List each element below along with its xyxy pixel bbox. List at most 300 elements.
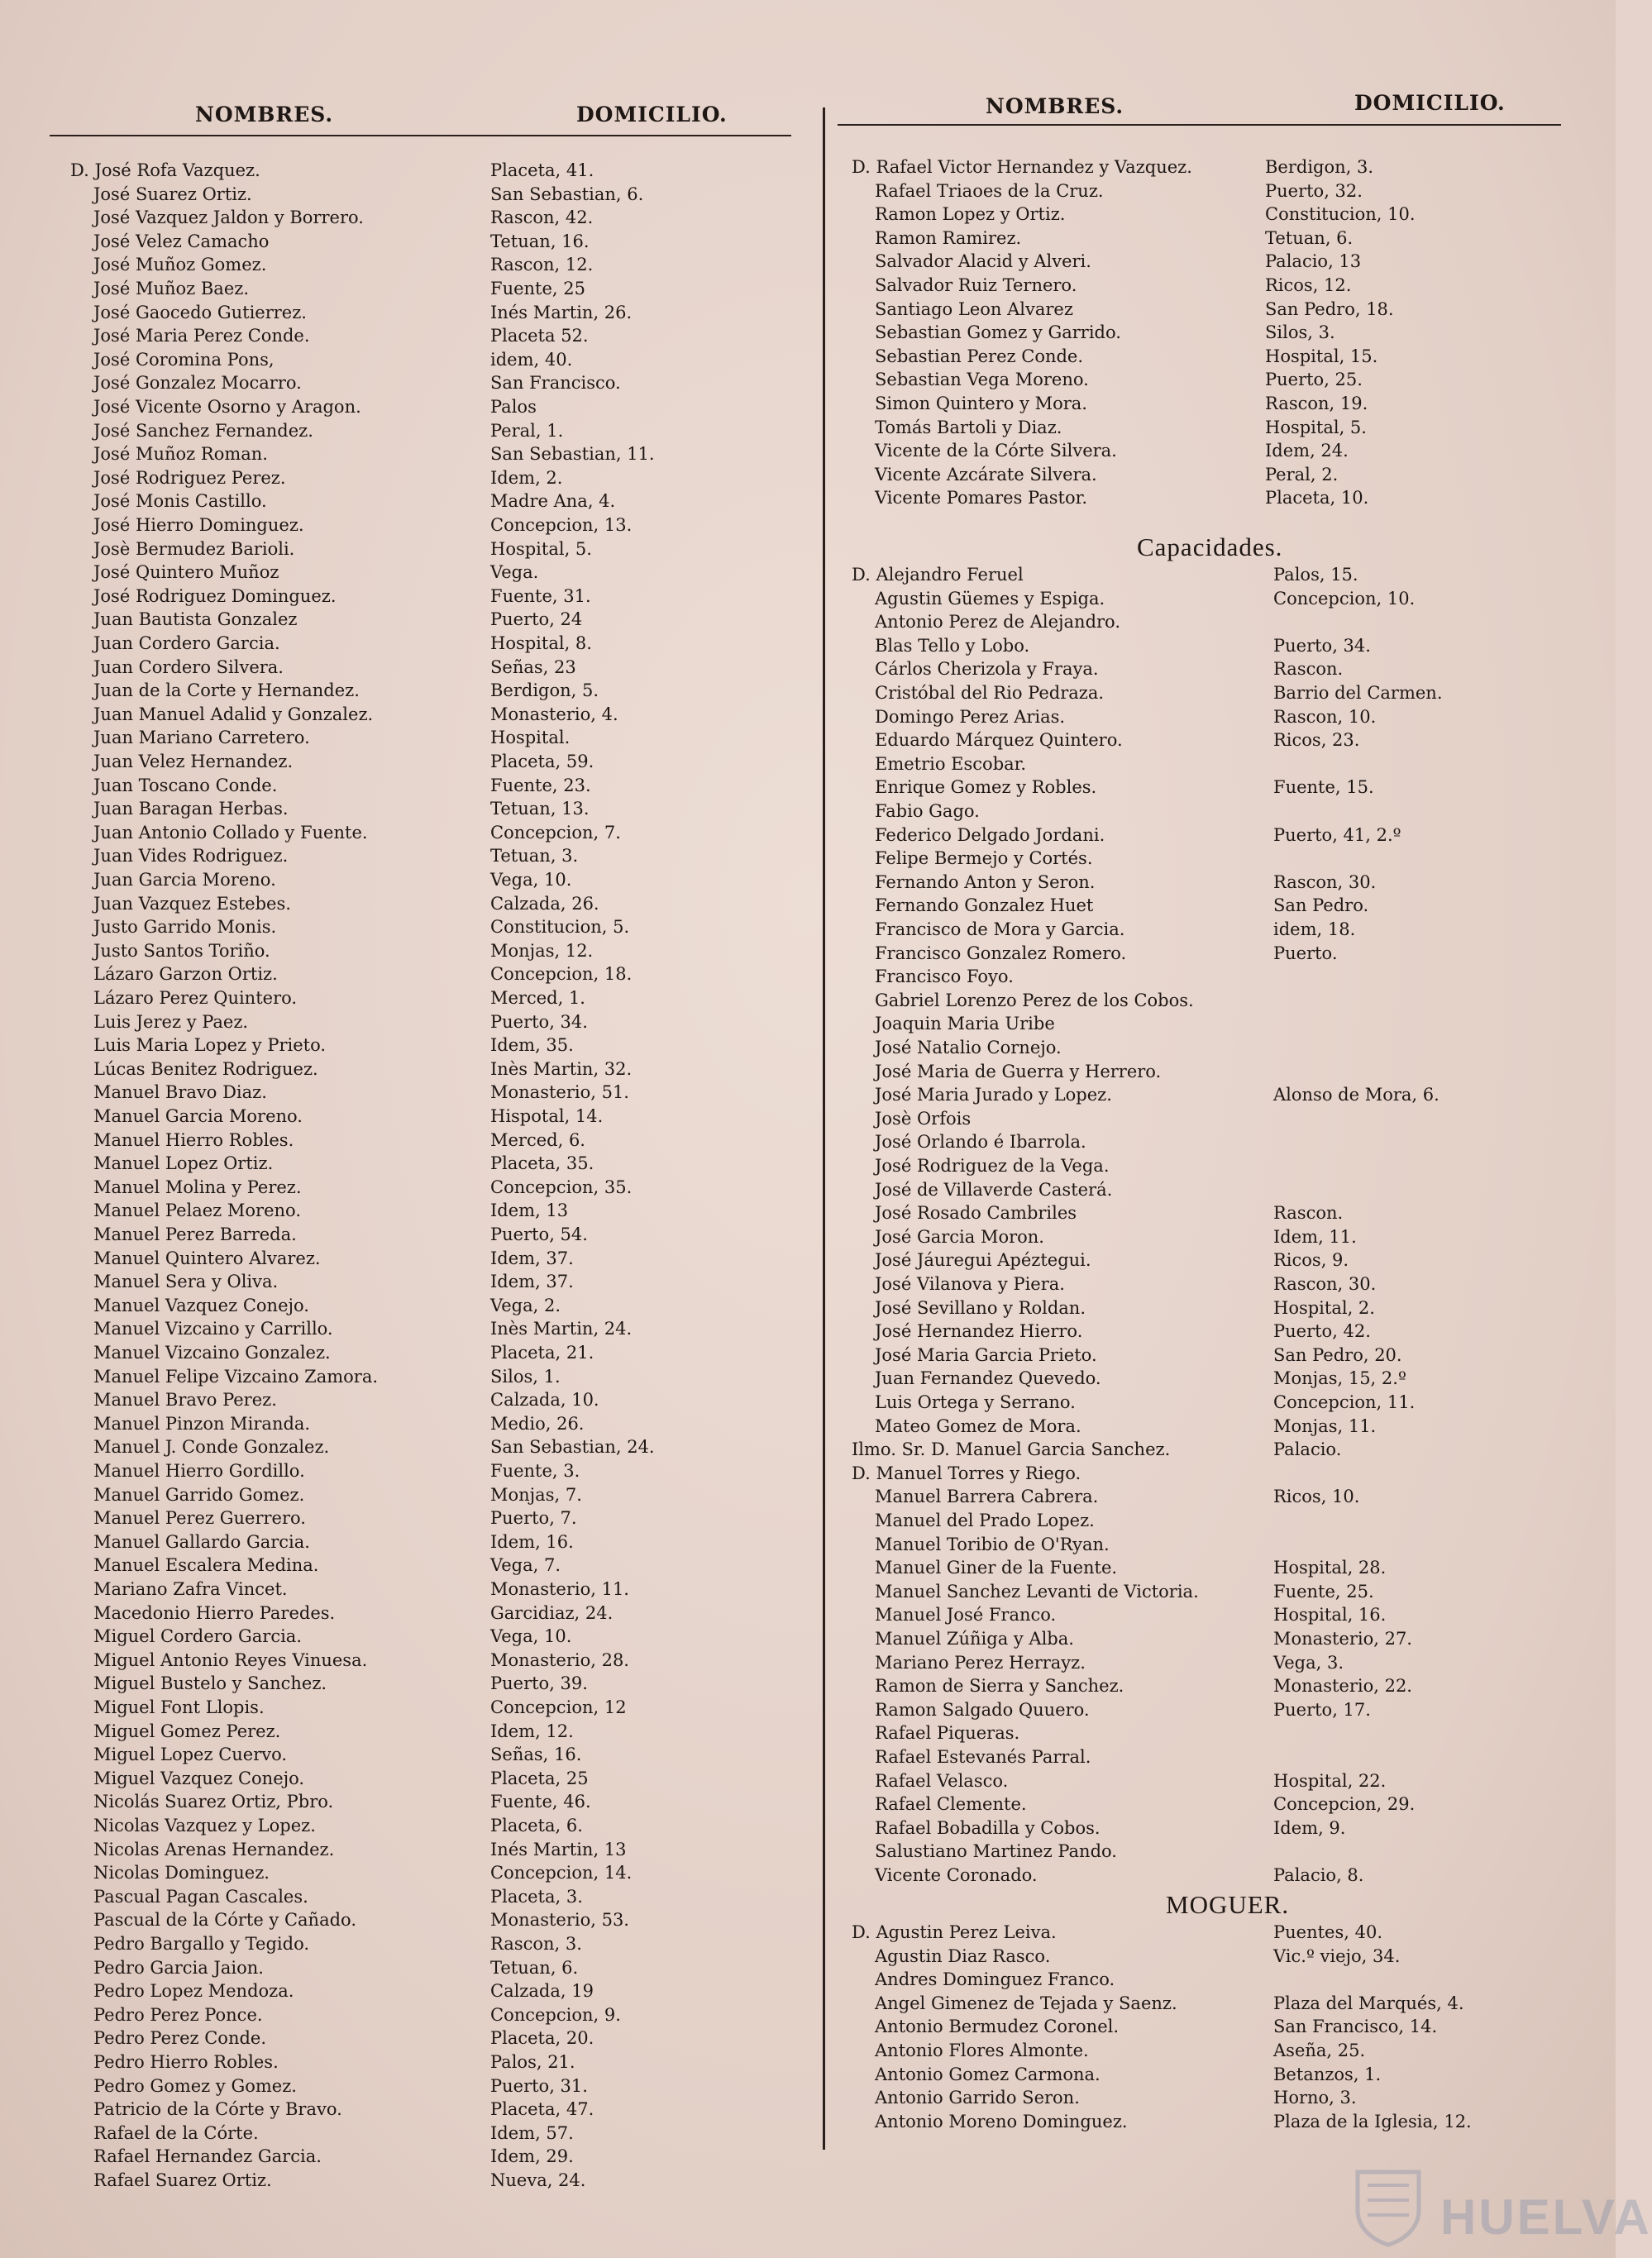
entry-name: Manuel Quintero Alvarez.: [93, 1248, 321, 1268]
list-item: [70, 1602, 814, 1626]
list-item: [70, 1177, 814, 1201]
entry-domicilio: Puerto, 7.: [490, 1508, 577, 1529]
entry-domicilio: Hospital, 5.: [1265, 417, 1367, 437]
entry-name: Juan Garcia Moreno.: [93, 870, 276, 890]
list-item: [852, 180, 1596, 204]
list-item: [70, 2027, 814, 2051]
entry-name: José Hernandez Hierro.: [875, 1321, 1083, 1342]
entry-domicilio: Plaza del Marqués, 4.: [1273, 1993, 1464, 2013]
entry-name: Nicolas Dominguez.: [93, 1863, 270, 1883]
entry-domicilio: Silos, 1.: [490, 1366, 561, 1387]
entry-name: José Hierro Dominguez.: [93, 515, 304, 535]
entry-name: José Maria Jurado y Lopez.: [875, 1085, 1112, 1105]
entry-name: José Muñoz Baez.: [93, 279, 249, 298]
entry-name: Manuel Barrera Cabrera.: [875, 1487, 1099, 1507]
list-item: [852, 417, 1596, 441]
list-item: [70, 372, 814, 396]
archive-seal-watermark: [1351, 2167, 1652, 2250]
entry-name: Manuel Molina y Perez.: [93, 1177, 302, 1197]
entry-name: Rafael Triaoes de la Cruz.: [875, 180, 1104, 201]
list-item: [70, 467, 814, 491]
entry-name: D. Agustin Perez Leiva.: [852, 1922, 1057, 1942]
entry-name: José de Villaverde Casterá.: [875, 1179, 1113, 1200]
entry-domicilio: Inés Martin, 26.: [490, 302, 633, 322]
list-item: [852, 2016, 1596, 2040]
list-item: [852, 2040, 1596, 2064]
list-item: [70, 1271, 814, 1295]
entry-domicilio: Idem, 29.: [490, 2146, 574, 2167]
entry-name: Manuel Pinzon Miranda.: [93, 1413, 311, 1434]
entry-name: Ramon Salgado Quuero.: [875, 1699, 1090, 1720]
entry-domicilio: Hospital, 5.: [490, 538, 592, 559]
entry-name: José Gonzalez Mocarro.: [93, 373, 302, 394]
entry-name: Miguel Lopez Cuervo.: [93, 1745, 288, 1765]
list-item: [70, 1248, 814, 1272]
entry-name: Francisco de Mora y Garcia.: [875, 919, 1125, 939]
list-item: [70, 231, 814, 255]
entry-domicilio: Hospital, 15.: [1265, 346, 1378, 366]
entry-domicilio: Concepcion, 18.: [490, 964, 633, 985]
list-item: [852, 1486, 1596, 1510]
entry-name: Manuel Zúñiga y Alba.: [875, 1629, 1074, 1649]
list-item: [852, 919, 1596, 943]
list-item: [70, 514, 814, 538]
entry-domicilio: Inès Martin, 24.: [490, 1319, 633, 1339]
entry-domicilio: Palos, 15.: [1273, 565, 1358, 585]
entry-name: Gabriel Lorenzo Perez de los Cobos.: [875, 990, 1194, 1010]
list-item: [70, 443, 814, 467]
list-item: [70, 1839, 814, 1863]
entry-name: Luis Jerez y Paez.: [93, 1011, 249, 1032]
entry-domicilio: Vega, 3.: [1273, 1652, 1344, 1673]
entry-domicilio: Inés Martin, 13: [490, 1839, 627, 1859]
entry-name: José Velez Camacho: [93, 231, 270, 251]
entry-name: Juan Bautista Gonzalez: [93, 609, 298, 630]
entry-name: Francisco Gonzalez Romero.: [875, 943, 1127, 963]
entry-name: Patricio de la Córte y Bravo.: [93, 2099, 342, 2120]
entry-name: Miguel Font Llopis.: [93, 1697, 265, 1717]
entry-domicilio: Hospital, 2.: [1273, 1297, 1375, 1318]
entry-name: Miguel Bustelo y Sanchez.: [93, 1673, 327, 1694]
entry-name: D. Manuel Torres y Riego.: [852, 1463, 1081, 1483]
entry-domicilio: Concepcion, 11.: [1273, 1392, 1416, 1412]
entry-domicilio: Palos: [490, 397, 537, 417]
entry-domicilio: Puerto, 42.: [1273, 1321, 1371, 1342]
list-item: [852, 1368, 1596, 1392]
list-item: [852, 2087, 1596, 2111]
entry-name: Juan Vides Rodriguez.: [93, 846, 289, 866]
entry-domicilio: Placeta, 6.: [490, 1816, 583, 1836]
entry-domicilio: Ricos, 10.: [1273, 1487, 1360, 1507]
entry-domicilio: San Pedro, 20.: [1273, 1344, 1402, 1365]
entry-name: Pedro Gomez y Gomez.: [93, 2075, 297, 2096]
entry-domicilio: Rascon, 10.: [1273, 706, 1377, 727]
entry-domicilio: Concepcion, 29.: [1273, 1794, 1416, 1815]
entry-name: Vicente Pomares Pastor.: [875, 488, 1088, 508]
entry-domicilio: Alonso de Mora, 6.: [1273, 1085, 1440, 1105]
list-item: [70, 302, 814, 326]
list-item: [70, 160, 814, 184]
entry-name: D. Rafael Victor Hernandez y Vazquez.: [852, 157, 1192, 177]
list-item: [70, 2004, 814, 2028]
entry-name: Manuel Hierro Gordillo.: [93, 1461, 305, 1481]
entry-name: José Rosado Cambriles: [875, 1203, 1077, 1224]
list-item: [70, 893, 814, 917]
list-item: [852, 1534, 1596, 1558]
entry-domicilio: Placeta, 35.: [490, 1153, 594, 1174]
list-item: [852, 1628, 1596, 1652]
entry-name: José Vilanova y Piera.: [875, 1274, 1065, 1294]
list-item: [70, 207, 814, 231]
entry-domicilio: Placeta 52.: [490, 326, 589, 346]
entry-domicilio: idem, 40.: [490, 349, 573, 370]
entry-name: José Jáuregui Apéztegui.: [875, 1250, 1091, 1271]
list-item: [852, 1392, 1596, 1415]
entry-name: Nicolas Vazquez y Lopez.: [93, 1816, 316, 1836]
entry-name: Miguel Vazquez Conejo.: [93, 1768, 305, 1788]
entry-name: Domingo Perez Arias.: [875, 706, 1066, 727]
list-item: [70, 538, 814, 562]
entry-domicilio: Aseña, 25.: [1273, 2041, 1366, 2060]
list-item: [852, 800, 1596, 824]
entry-domicilio: Monasterio, 11.: [490, 1579, 629, 1599]
entry-domicilio: Idem, 12.: [490, 1721, 574, 1741]
entry-domicilio: Vega.: [490, 562, 539, 583]
list-item: [70, 680, 814, 704]
entry-domicilio: Concepcion, 10.: [1273, 588, 1416, 609]
entry-domicilio: Monjas, 12.: [490, 940, 594, 961]
list-item: [852, 1226, 1596, 1250]
list-item: [852, 1969, 1596, 1993]
entry-domicilio: Horno, 3.: [1273, 2088, 1357, 2108]
entry-domicilio: idem, 18.: [1273, 919, 1356, 939]
entry-name: José Suarez Ortiz.: [93, 184, 252, 204]
entry-name: Pedro Garcia Jaion.: [93, 1957, 264, 1978]
list-item: [852, 753, 1596, 777]
entry-name: Luis Maria Lopez y Prieto.: [93, 1035, 327, 1056]
list-item: [852, 1297, 1596, 1321]
entry-domicilio: Tetuan, 3.: [490, 846, 579, 866]
entry-name: José Sevillano y Roldan.: [875, 1297, 1086, 1318]
list-item: [852, 1131, 1596, 1155]
entry-domicilio: Vega, 2.: [490, 1295, 561, 1315]
entry-name: Miguel Gomez Perez.: [93, 1721, 281, 1741]
list-item: [852, 1793, 1596, 1817]
list-item: [852, 1415, 1596, 1439]
list-item: [70, 1105, 814, 1129]
moguer-title: MOGUER.: [1166, 1890, 1290, 1919]
entry-name: Manuel Vizcaino y Carrillo.: [93, 1319, 333, 1339]
entry-name: Juan Toscano Conde.: [93, 775, 278, 795]
entry-domicilio: Fuente, 15.: [1273, 777, 1374, 798]
list-item: [70, 1862, 814, 1886]
entry-name: Cristóbal del Rio Pedraza.: [875, 683, 1105, 703]
list-item: [852, 658, 1596, 682]
list-item: [852, 203, 1596, 227]
entry-name: Emetrio Escobar.: [875, 753, 1027, 774]
entry-domicilio: Rascon.: [1273, 1203, 1344, 1224]
entry-domicilio: Concepcion, 14.: [490, 1863, 633, 1883]
seal-emblem-icon: [1351, 2167, 1425, 2246]
capacidades-title: Capacidades.: [1137, 532, 1283, 561]
list-item: [852, 682, 1596, 706]
list-item: [852, 1840, 1596, 1864]
list-item: [70, 1721, 814, 1745]
list-item: [70, 1909, 814, 1933]
entry-name: Justo Santos Toriño.: [93, 940, 270, 961]
entry-domicilio: Puerto, 32.: [1265, 180, 1363, 201]
list-item: [852, 440, 1596, 464]
entry-domicilio: Merced, 1.: [490, 988, 585, 1008]
entry-domicilio: Monasterio, 28.: [490, 1649, 629, 1670]
entry-name: Ramon Ramirez.: [875, 227, 1022, 248]
list-item: [70, 2098, 814, 2122]
entry-name: José Maria Perez Conde.: [93, 326, 310, 346]
entry-name: Fabio Gago.: [875, 801, 980, 821]
entry-domicilio: Constitucion, 5.: [490, 917, 630, 938]
entry-name: Miguel Antonio Reyes Vinuesa.: [93, 1649, 368, 1670]
entry-domicilio: Idem, 57.: [490, 2122, 574, 2143]
list-item: [70, 1224, 814, 1248]
list-item: [852, 1108, 1596, 1132]
entry-name: Francisco Foyo.: [875, 967, 1014, 987]
list-item: [852, 895, 1596, 919]
entry-name: Pedro Hierro Robles.: [93, 2052, 279, 2072]
list-item: [70, 1744, 814, 1768]
list-item: [70, 1957, 814, 1981]
list-item: [70, 1649, 814, 1673]
list-item: [852, 943, 1596, 967]
list-item: [70, 727, 814, 751]
entry-domicilio: Silos, 3.: [1265, 322, 1335, 343]
list-item: [852, 1675, 1596, 1699]
list-item: [852, 274, 1596, 298]
entry-domicilio: San Sebastian, 6.: [490, 184, 644, 204]
entry-name: Mariano Zafra Vincet.: [93, 1579, 288, 1599]
list-item: [852, 706, 1596, 730]
entry-name: Manuel Vizcaino Gonzalez.: [93, 1343, 331, 1363]
entry-domicilio: Tetuan, 6.: [1265, 227, 1354, 248]
entry-name: Macedonio Hierro Paredes.: [93, 1602, 336, 1623]
entry-name: Simon Quintero y Mora.: [875, 394, 1087, 413]
entry-domicilio: Puentes, 40.: [1273, 1922, 1382, 1942]
entry-domicilio: Idem, 37.: [490, 1272, 574, 1292]
entry-domicilio: San Pedro, 18.: [1265, 298, 1394, 319]
entry-name: Agustin Diaz Rasco.: [875, 1945, 1051, 1966]
entry-name: Andres Dominguez Franco.: [875, 1969, 1115, 1990]
list-item: [70, 278, 814, 302]
entry-domicilio: Berdigon, 3.: [1265, 157, 1374, 177]
entry-name: Ramon Lopez y Ortiz.: [875, 204, 1066, 225]
right-header-nombres: NOMBRES.: [986, 94, 1124, 118]
entry-name: Mariano Perez Herrayz.: [875, 1652, 1086, 1673]
list-item: [70, 633, 814, 656]
list-item: [70, 254, 814, 278]
list-item: [70, 1815, 814, 1839]
entry-domicilio: Ricos, 23.: [1273, 730, 1360, 751]
entry-domicilio: Placeta, 3.: [490, 1886, 583, 1907]
list-item: [852, 1084, 1596, 1108]
entry-name: Sebastian Perez Conde.: [875, 346, 1084, 366]
list-item: [70, 2146, 814, 2170]
entry-name: José Quintero Muñoz: [93, 562, 279, 583]
entry-domicilio: Placeta, 47.: [490, 2099, 594, 2120]
entry-name: Pedro Lopez Mendoza.: [93, 1981, 294, 2002]
list-item: [70, 751, 814, 775]
list-item: [852, 588, 1596, 612]
entry-domicilio: Puerto.: [1273, 943, 1338, 963]
list-item: [70, 1933, 814, 1957]
list-item: [70, 609, 814, 633]
entry-domicilio: Peral, 1.: [490, 420, 564, 441]
entry-domicilio: Hospital, 16.: [1273, 1605, 1387, 1625]
entry-name: Manuel Gallardo Garcia.: [93, 1531, 310, 1552]
entry-domicilio: Palos, 21.: [490, 2052, 575, 2072]
entry-domicilio: Puerto, 39.: [490, 1673, 588, 1694]
list-item: [70, 585, 814, 609]
entry-domicilio: Placeta, 25: [490, 1768, 589, 1788]
list-item: [852, 1921, 1596, 1945]
entry-domicilio: Vega, 10.: [490, 870, 572, 890]
entry-domicilio: Betanzos, 1.: [1273, 2064, 1382, 2084]
entry-name: Juan Baragan Herbas.: [93, 799, 289, 819]
entry-domicilio: Monjas, 7.: [490, 1484, 582, 1505]
entry-domicilio: Merced, 6.: [490, 1129, 585, 1150]
list-item: [852, 1652, 1596, 1676]
entry-name: Sebastian Vega Moreno.: [875, 370, 1089, 390]
entry-domicilio: Puerto, 31.: [490, 2075, 588, 2096]
entry-domicilio: Concepcion, 7.: [490, 822, 621, 843]
list-item: [852, 298, 1596, 322]
entry-name: D. Alejandro Feruel: [852, 565, 1024, 585]
list-item: [852, 369, 1596, 393]
list-item: [852, 1746, 1596, 1770]
entry-name: Manuel Garcia Moreno.: [93, 1106, 303, 1126]
list-item: [70, 987, 814, 1011]
list-item: [70, 1886, 814, 1910]
entry-domicilio: Fuente, 3.: [490, 1461, 580, 1481]
list-item: [852, 1202, 1596, 1226]
entry-name: José Gaocedo Gutierrez.: [93, 302, 307, 322]
entry-name: Salustiano Martinez Pando.: [875, 1841, 1117, 1862]
list-item: [70, 1697, 814, 1721]
entry-domicilio: Idem, 11.: [1273, 1226, 1357, 1247]
entry-name: Juan Antonio Collado y Fuente.: [93, 822, 368, 843]
list-item: [852, 847, 1596, 871]
list-item: [70, 798, 814, 822]
entry-name: Vicente Coronado.: [875, 1865, 1038, 1885]
list-item: [70, 1342, 814, 1366]
entry-domicilio: Monasterio, 4.: [490, 704, 618, 724]
list-item: [70, 1791, 814, 1815]
list-item: [852, 635, 1596, 659]
list-item: [852, 1993, 1596, 2017]
list-item: [70, 561, 814, 585]
list-item: [70, 1366, 814, 1390]
entry-domicilio: Madre Ana, 4.: [490, 491, 616, 512]
list-item: [852, 1179, 1596, 1203]
entry-domicilio: Calzada, 26.: [490, 893, 599, 914]
entry-name: Manuel Lopez Ortiz.: [93, 1153, 274, 1174]
entry-domicilio: Rascon.: [1273, 659, 1344, 680]
entry-name: José Rodriguez Perez.: [93, 467, 286, 488]
entry-name: Ilmo. Sr. D. Manuel Garcia Sanchez.: [852, 1439, 1171, 1460]
seal-text: HUELVA: [1440, 2189, 1652, 2245]
entry-name: José Vicente Osorno y Aragon.: [93, 397, 361, 417]
entry-name: Santiago Leon Alvarez: [875, 298, 1073, 319]
list-item: [852, 1581, 1596, 1605]
entry-domicilio: Tetuan, 13.: [490, 799, 590, 819]
entry-domicilio: Placeta, 10.: [1265, 488, 1369, 508]
entry-name: Rafael Clemente.: [875, 1794, 1027, 1815]
entry-domicilio: Hispotal, 14.: [490, 1106, 604, 1126]
list-item: [70, 1413, 814, 1437]
list-item: [852, 1037, 1596, 1061]
entry-domicilio: Fuente, 25: [490, 279, 585, 298]
list-item: [70, 1129, 814, 1153]
list-item: [852, 251, 1596, 274]
entry-domicilio: Monjas, 15, 2.º: [1273, 1368, 1406, 1389]
column-divider: [823, 107, 825, 2150]
list-item: [70, 704, 814, 728]
entry-name: Eduardo Márquez Quintero.: [875, 730, 1123, 751]
list-item: [852, 1439, 1596, 1463]
entry-name: Tomás Bartoli y Diaz.: [875, 417, 1062, 437]
list-item: [70, 916, 814, 940]
entry-name: Rafael Suarez Ortiz.: [93, 2170, 272, 2190]
entry-domicilio: Concepcion, 35.: [490, 1177, 633, 1197]
entry-name: Pedro Perez Conde.: [93, 2028, 267, 2049]
entry-name: Manuel Sera y Oliva.: [93, 1272, 279, 1292]
list-item: [70, 1436, 814, 1460]
entry-domicilio: Idem, 16.: [490, 1531, 574, 1552]
entry-domicilio: Calzada, 19: [490, 1981, 594, 2002]
entry-domicilio: Placeta, 41.: [490, 160, 594, 180]
entry-name: Miguel Cordero Garcia.: [93, 1626, 302, 1647]
list-item: [852, 1945, 1596, 1969]
entry-name: Enrique Gomez y Robles.: [875, 777, 1097, 798]
entry-name: Juan de la Corte y Hernandez.: [93, 680, 360, 701]
entry-domicilio: Fuente, 23.: [490, 775, 591, 795]
entry-domicilio: Rascon, 19.: [1265, 394, 1368, 413]
left-header-rule: [50, 135, 791, 136]
list-item: [852, 1249, 1596, 1273]
entry-domicilio: Idem, 2.: [490, 467, 563, 488]
entry-name: José Rodriguez Dominguez.: [93, 585, 337, 606]
entry-name: Manuel Bravo Perez.: [93, 1390, 277, 1411]
entry-name: Manuel Hierro Robles.: [93, 1129, 294, 1150]
entry-name: Luis Ortega y Serrano.: [875, 1392, 1076, 1412]
entry-name: Juan Fernandez Quevedo.: [875, 1368, 1101, 1389]
entry-name: Blas Tello y Lobo.: [875, 635, 1030, 656]
list-item: [70, 656, 814, 680]
entry-name: Federico Delgado Jordani.: [875, 824, 1105, 845]
entry-domicilio: Hospital, 28.: [1273, 1558, 1387, 1578]
entry-domicilio: Monjas, 11.: [1273, 1415, 1377, 1436]
entry-domicilio: San Sebastian, 24.: [490, 1437, 655, 1458]
entry-domicilio: Monasterio, 22.: [1273, 1676, 1412, 1697]
entry-name: José Maria Garcia Prieto.: [875, 1344, 1097, 1365]
entry-domicilio: Vic.º viejo, 34.: [1273, 1945, 1401, 1966]
entry-name: Justo Garrido Monis.: [93, 917, 277, 938]
entry-name: Lázaro Perez Quintero.: [93, 988, 298, 1008]
entry-name: Antonio Perez de Alejandro.: [875, 612, 1120, 633]
list-item: [70, 325, 814, 349]
list-item: [852, 990, 1596, 1014]
entry-name: José Rodriguez de la Vega.: [875, 1156, 1110, 1176]
list-item: [852, 1722, 1596, 1746]
entry-name: Pedro Perez Ponce.: [93, 2004, 263, 2025]
